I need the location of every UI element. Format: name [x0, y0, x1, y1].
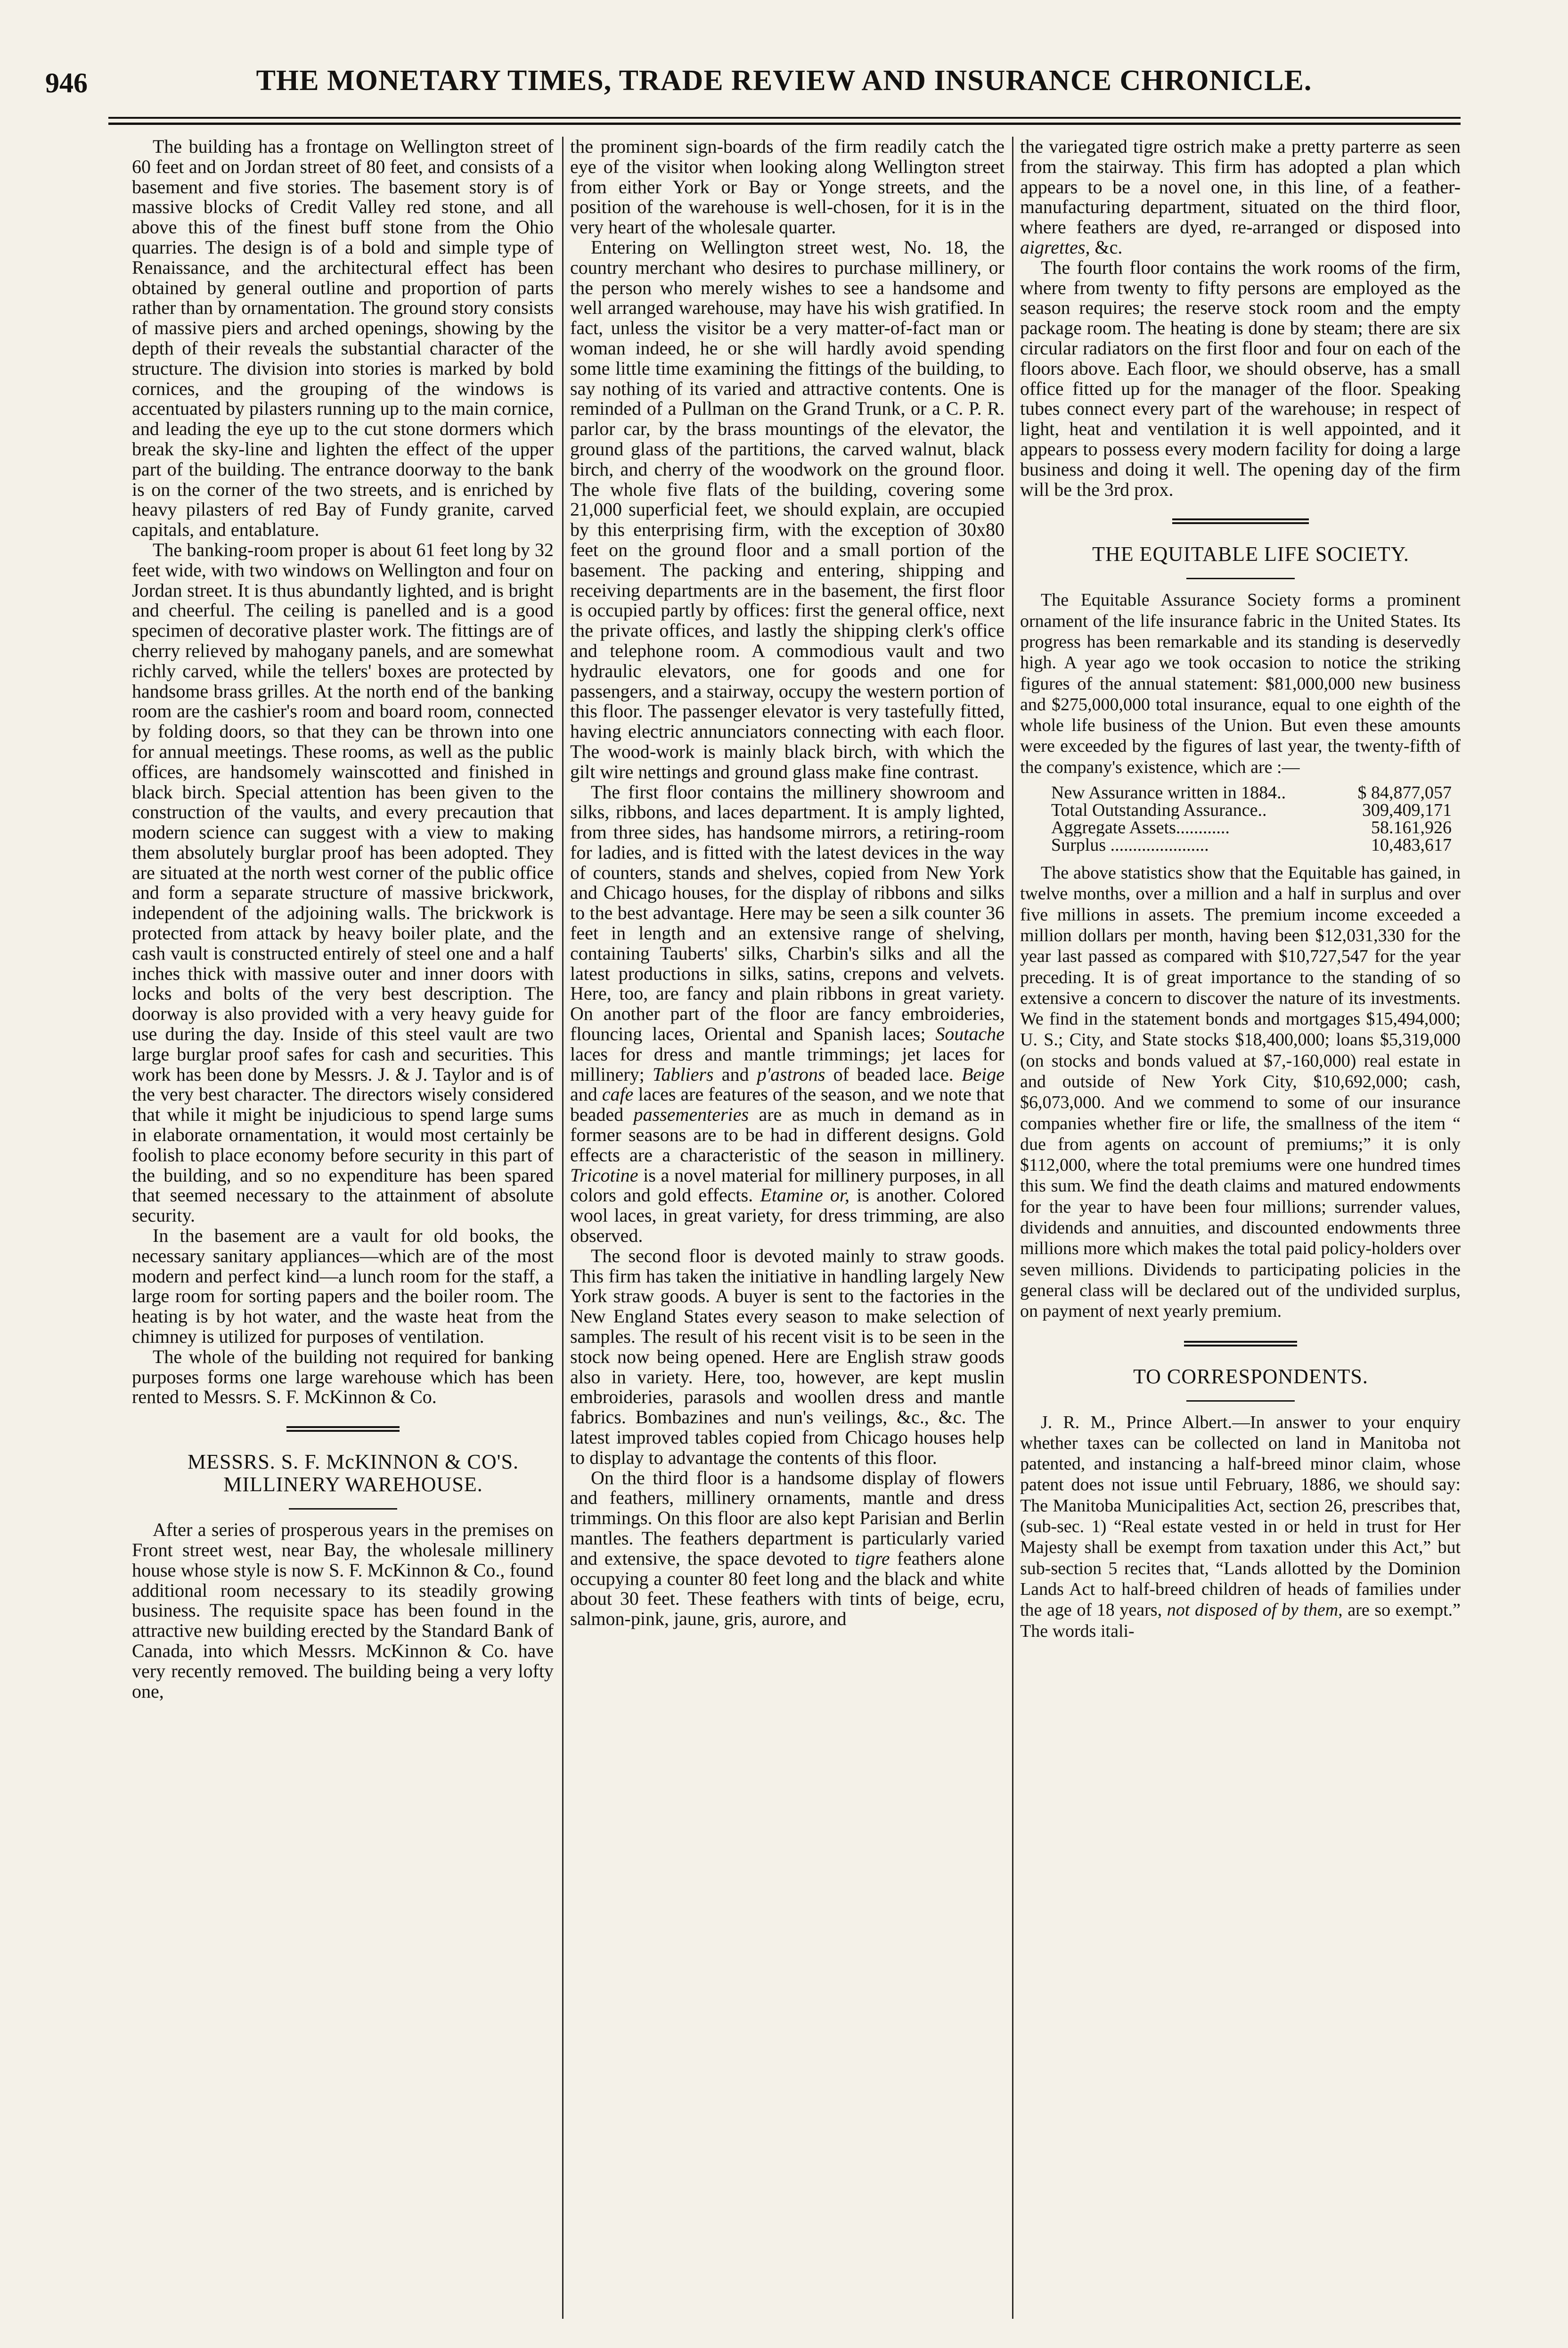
section-rule	[286, 1426, 400, 1432]
header-rule-thin	[108, 117, 1461, 119]
section-rule	[1172, 518, 1309, 524]
article-paragraph: the prominent sign-boards of the firm readily catch the eye of the visitor when looking along Wellington street from either York or Bay or Yonge streets, and the position of the warehouse is well-chosen, for it is in the very heart of the wholesale quarter.	[570, 137, 1004, 238]
article-paragraph: The Equitable Assurance Society forms a prominent ornament of the life insurance fabric in the United States. Its progress has been remarkable and its standing is deservedly high. A year ago we took occasion to notice the striking figures of the annual statement: $81,000,000 new business and $275,000,000 total insurance, equal to one eighth of the whole life business of the Union. But even these amounts were exceeded by the figures of last year, the twenty-fifth of the company's existence, which are :—	[1020, 590, 1461, 777]
statistics-row	[1051, 819, 1461, 837]
article-paragraph: The banking-room proper is about 61 feet long by 32 feet wide, with two windows on Wellington and four on Jordan street. It is thus abundantly lighted, and is bright and cheerful. The ceiling is panelled and is a good specimen of decorative plaster work. The fittings are of cherry relieved by mahogany panels, and are somewhat richly carved, while the tellers' boxes are protected by handsome brass grilles. At the north end of the banking room are the cashier's room and board room, connected by folding doors, so that they can be thrown into one for annual meetings. These rooms, as well as the public offices, are handsomely wainscotted and finished in black birch. Special attention has been given to the construction of the vaults, and every precaution that modern science can suggest with a view to making them absolutely burglar proof has been adopted. They are situated at the north west corner of the public office and form a separate structure of massive brickwork, independent of the adjoining walls. The brickwork is protected from attack by heavy boiler plate, and the cash vault is constructed entirely of steel one and a half inches thick with massive outer and inner doors with locks and bolts of the very best description. The doorway is also provided with a very heavy guide for use during the day. Inside of this steel vault are two large burglar proof safes for cash and securities. This work has been done by Messrs. J. & J. Taylor and is of the very best character. The directors wisely considered that while it might be injudicious to spend large sums in elaborate ornamentation, it would most certainly be foolish to place economy before security in this part of the building, and so no expenditure has been spared that seemed necessary to the attainment of absolute security.	[132, 539, 554, 1226]
statistics-table	[1051, 784, 1461, 854]
section-heading-mckinnon-line1: MESSRS. S. F. McKINNON & CO'S.	[187, 1450, 519, 1474]
article-paragraph: Entering on Wellington street west, No. 18, the country merchant who desires to purchase millinery, or the person who merely wishes to see a handsome and well arranged warehouse, may have his wish gratified. In fact, unless the visitor be a very matter-of-fact man or woman indeed, he or she will hardly avoid spending some little time examining the fittings of the building, to say nothing of its varied and attractive contents. One is reminded of a Pullman on the Grand Trunk, or a C. P. R. parlor car, by the brass mountings of the elevator, the ground glass of the partitions, the carved walnut, black birch, and cherry of the woodwork on the ground floor. The whole five flats of the building, covering some 21,000 superficial feet, we should explain, are occupied by this enterprising firm, with the exception of 30x80 feet on the ground floor and a small portion of the basement. The packing and entering, shipping and receiving departments are in the basement, the first floor is occupied partly by offices: first the general office, next the private offices, and lastly the shipping clerk's office and telephone room. A commodious vault and two hydraulic elevators, one for goods and one for passengers, and a stairway, occupy the western portion of this floor. The passenger elevator is very tastefully fitted, having electric annunciators connecting with each floor. The wood-work is mainly black birch, with which the gilt wire nettings and ground glass make fine contrast.	[570, 236, 1004, 782]
statistics-value: 10,483,617	[1371, 835, 1452, 855]
article-paragraph: The second floor is devoted mainly to straw goods. This firm has taken the initiative in handling largely New York straw goods. A buyer is sent to the factories in the New England States every season to make selection of samples. The result of his recent visit is to be seen in the stock now being opened. Here are English straw goods also in variety. Here, too, however, are kept muslin embroideries, parasols and woollen dress and mantle fabrics. Bombazines and nun's veilings, &c., &c. The latest improved tables copied from Chicago houses help to display to advantage the contents of this floor.	[570, 1245, 1004, 1468]
statistics-row	[1051, 784, 1461, 802]
column-divider-right	[1012, 137, 1013, 2319]
statistics-label: Aggregate Assets............	[1051, 819, 1230, 837]
column-1	[132, 137, 554, 2323]
statistics-value: 58.161,926	[1371, 818, 1452, 838]
page-title: THE MONETARY TIMES, TRADE REVIEW AND INSURANCE CHRONICLE.	[256, 65, 1312, 97]
header-rule-thick	[108, 123, 1461, 125]
equitable-article	[1020, 590, 1461, 1322]
article-paragraph: The building has a frontage on Wellington street of 60 feet and on Jordan street of 80 feet, and consists of a basement and five stories. The basement story is of massive blocks of Credit Valley red stone, and all above this of the finest buff stone from the Ohio quarries. The design is of a bold and simple type of Renaissance, and the architectural effect has been obtained by general outline and proportion of parts rather than by ornamentation. The ground story consists of massive piers and arched openings, showing by the depth of their reveals the substantial character of the structure. The division into stories is marked by bold cornices, and the grouping of the windows is accentuated by pilasters running up to the main cornice, and leading the eye up to the cut stone dormers which break the sky-line and lighten the effect of the upper part of the building. The entrance doorway to the bank is on the corner of the two streets, and is enriched by heavy pilasters of red Bay of Fundy granite, carved capitals, and entablature.	[132, 137, 554, 541]
statistics-value: $ 84,877,057	[1357, 783, 1452, 803]
section-heading-correspondents: TO CORRESPONDENTS.	[1133, 1364, 1368, 1388]
column-3	[1020, 137, 1461, 2323]
article-paragraph: the variegated tigre ostrich make a pretty parterre as seen from the stairway. This firm has adopted a plan which appears to be a novel one, in this line, of a feather-manufacturing department, situated on the third floor, where feathers are dyed, re-arranged or disposed into aigrettes, &c.	[1020, 137, 1461, 258]
page-number: 946	[45, 67, 88, 99]
article-paragraph: J. R. M., Prince Albert.—In answer to your enquiry whether taxes can be collected on land in Manitoba not patented, and instancing a half-breed minor claim, whose patent does not issue until February, 1886, we should say: The Manitoba Municipalities Act, section 26, prescribes that, (sub-sec. 1) “Real estate vested in or held in trust for Her Majesty shall be exempt from taxation under this Act,” but sub-section 5 recites that, “Lands allotted by the Dominion Lands Act to half-breed children of heads of families under the age of 18 years, not disposed of by them, are so exempt.” The words itali-	[1020, 1412, 1461, 1641]
section-heading-equitable: THE EQUITABLE LIFE SOCIETY.	[1092, 542, 1409, 566]
column-2	[570, 137, 1004, 2323]
heading-underline	[1186, 1400, 1295, 1402]
heading-underline	[1186, 578, 1295, 579]
statistics-row	[1051, 802, 1461, 819]
section-rule	[1184, 1341, 1297, 1346]
column-divider-left	[562, 137, 564, 2319]
statistics-value: 309,409,171	[1362, 800, 1452, 821]
section-heading-mckinnon-line2: MILLINERY WAREHOUSE.	[223, 1473, 483, 1496]
article-paragraph: The first floor contains the millinery showroom and silks, ribbons, and laces department. It is amply lighted, from three sides, has handsome mirrors, a retiring-room for ladies, and is fitted with the latest devices in the way of counters, stands and shelves, copied from New York and Chicago houses, for the display of ribbons and silks to the best advantage. Here may be seen a silk counter 36 feet in length and an extensive range of shelving, containing Tauberts' silks, Charbin's silks and all the latest productions in silks, satins, crepons and velvets. Here, too, are fancy and plain ribbons in great variety. On another part of the floor are fancy embroideries, flouncing laces, Oriental and Spanish laces; Soutache laces for dress and mantle trimmings; jet laces for millinery; Tabliers and p'astrons of beaded lace. Beige and cafe laces are features of the season, and we note that beaded passementeries are as much in demand as in former seasons are to be had in different designs. Gold effects are a characteristic of the season in millinery. Tricotine is a novel material for millinery purposes, in all colors and gold effects. Etamine or, is another. Colored wool laces, in great variety, for dress trimming, are also observed.	[570, 781, 1004, 1247]
heading-underline	[289, 1508, 397, 1510]
statistics-label: Total Outstanding Assurance..	[1051, 802, 1267, 820]
statistics-label: Surplus ......................	[1051, 837, 1209, 854]
article-paragraph: The whole of the building not required for banking purposes forms one large warehouse which has been rented to Messrs. S. F. McKinnon & Co.	[132, 1346, 554, 1408]
article-paragraph: The above statistics show that the Equitable has gained, in twelve months, over a million and a half in surplus and over five millions in assets. The premium income exceeded a million dollars per month, having been $12,031,330 for the year last passed as compared with $10,727,547 for the year preceding. It is of great importance to the standing of so extensive a concern to discover the nature of its investments. We find in the statement bonds and mortgages $15,494,000; U. S.; City, and State stocks $18,400,000; loans $5,319,000 (on stocks and bonds valued at $7,-160,000) real estate in and outside of New York City, $10,692,000; cash, $6,073,000. And we commend to some of our insurance companies whether fire or life, the smallness of the item “ due from agents on account of premiums;” it is only $112,000, where the total premiums were one hundred times this sum. We find the death claims and matured endowments for the year to have been four millions; surrender values, dividends and annuities, and discounted endowments three millions more which makes the total paid policy-holders over seven millions. Dividends to participating policies in the general class will be declared out of the undivided surplus, on payment of next yearly premium.	[1020, 863, 1461, 1322]
statistics-row	[1051, 837, 1461, 854]
article-paragraph: The fourth floor contains the work rooms of the firm, where from twenty to fifty persons are employed as the season requires; the reserve stock room and the empty package room. The heating is done by steam; there are six circular radiators on the first floor and four on each of the floors above. Each floor, we should observe, has a small office fitted up for the manager of the floor. Speaking tubes connect every part of the warehouse; in respect of light, heat and ventilation it is well appointed, and it appears to possess every modern facility for doing a large business and doing it well. The opening day of the firm will be the 3rd prox.	[1020, 256, 1461, 500]
article-paragraph: In the basement are a vault for old books, the necessary sanitary appliances—which are of the most modern and perfect kind—a lunch room for the staff, a large room for sorting papers and the boiler room. The heating is by hot water, and the waste heat from the chimney is utilized for purposes of ventilation.	[132, 1225, 554, 1347]
article-paragraph: On the third floor is a handsome display of flowers and feathers, millinery ornaments, mantle and dress trimmings. On this floor are also kept Parisian and Berlin mantles. The feathers department is particularly varied and extensive, the space devoted to tigre feathers alone occupying a counter 80 feet long and the black and white about 30 feet. These feathers with tints of beige, ecru, salmon-pink, jaune, gris, aurore, and	[570, 1467, 1004, 1630]
statistics-label: New Assurance written in 1884..	[1051, 784, 1286, 802]
article-paragraph: After a series of prosperous years in the premises on Front street west, near Bay, the wholesale millinery house whose style is now S. F. McKinnon & Co., found additional room necessary to its steadily growing business. The requisite space has been found in the attractive new building erected by the Standard Bank of Canada, into which Messrs. McKinnon & Co. have very recently removed. The building being a very lofty one,	[132, 1519, 554, 1702]
